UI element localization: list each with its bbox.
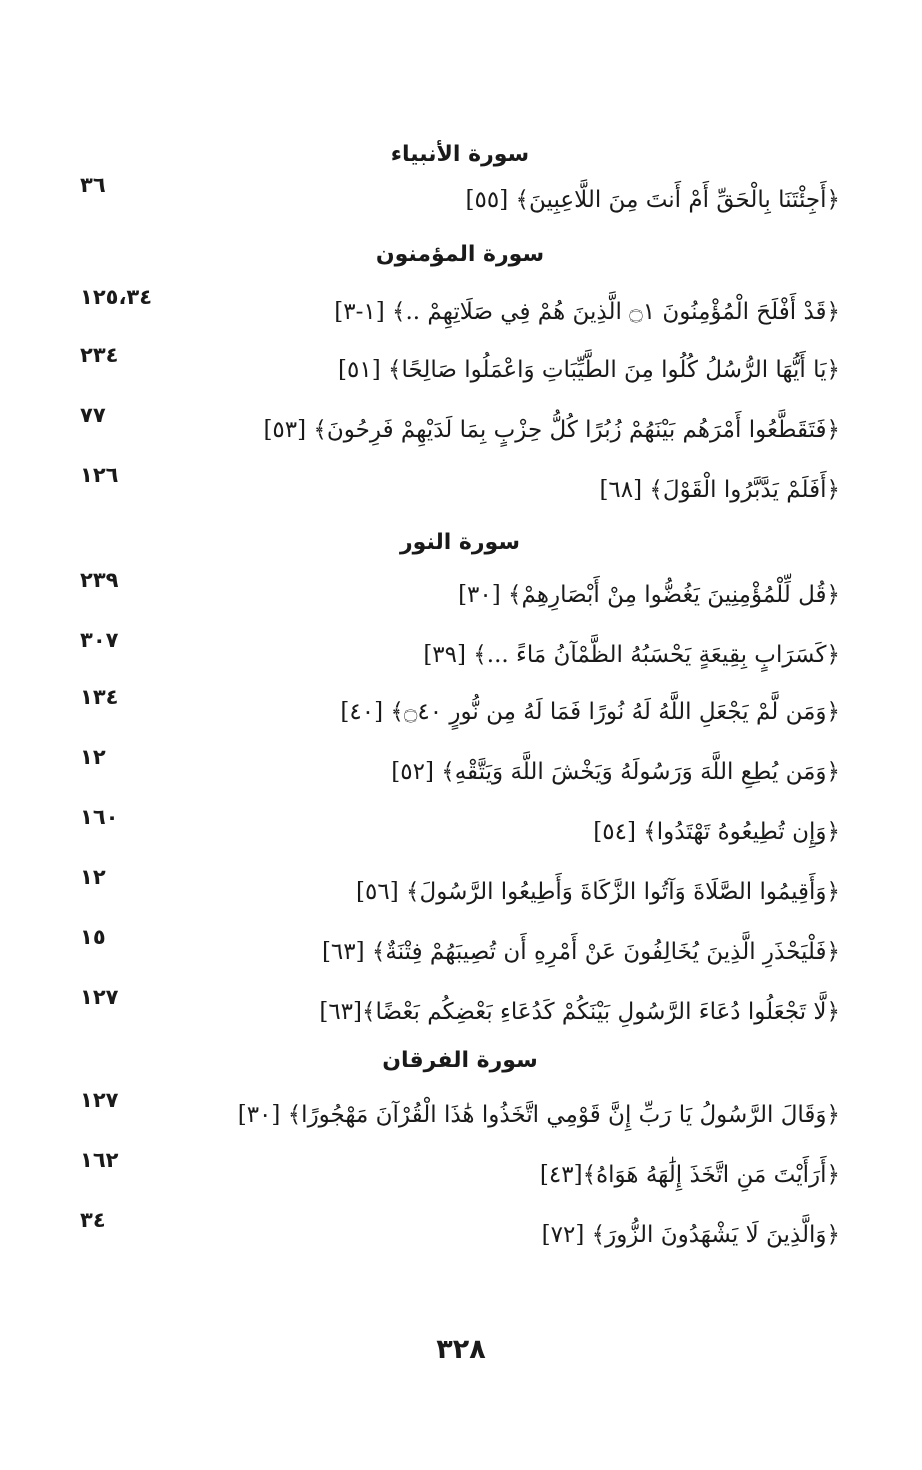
index-entry [60, 865, 840, 912]
index-entry [60, 805, 840, 852]
index-entry [60, 985, 840, 1032]
page-references: ٣٦ [80, 173, 106, 197]
page-references: ٢٣٤ [80, 343, 119, 367]
verse-citation: ﴿وَإِن تُطِيعُوهُ تَهْتَدُوا﴾ [٥٤] [593, 819, 840, 845]
index-entry [60, 685, 840, 732]
section-heading-anbiya: سورة الأنبياء [390, 142, 530, 167]
page-number: ٣٢٨ [436, 1334, 486, 1365]
page-references: ١٢٦ [80, 463, 119, 487]
index-entry [60, 463, 840, 510]
page-references: ١٦٠ [80, 805, 119, 829]
page-references: ٧٧ [80, 403, 106, 427]
page-references: ٢٣٩ [80, 568, 119, 592]
page-references: ١٢ [80, 745, 106, 769]
page-references: ٣٤ [80, 1208, 106, 1232]
verse-citation: ﴿وَقَالَ الرَّسُولُ يَا رَبِّ إِنَّ قَوْمِي اتَّخَذُوا هَٰذَا الْقُرْآنَ مَهْجُورًا﴾ [٣٠] [237, 1102, 840, 1128]
index-entry [60, 285, 840, 332]
verse-citation: ﴿يَا أَيُّهَا الرُّسُلُ كُلُوا مِنَ الطَّيِّبَاتِ وَاعْمَلُوا صَالِحًا﴾ [٥١] [338, 357, 840, 383]
verse-citation: ﴿لَّا تَجْعَلُوا دُعَاءَ الرَّسُولِ بَيْنَكُمْ كَدُعَاءِ بَعْضِكُم بَعْضًا﴾[٦٣] [319, 999, 840, 1025]
index-entry [60, 343, 840, 390]
page-references: ١٦٢ [80, 1148, 119, 1172]
verse-citation: ﴿أَرَأَيْتَ مَنِ اتَّخَذَ إِلَٰهَهُ هَوَاهُ﴾[٤٣] [539, 1162, 840, 1188]
verse-citation: ﴿كَسَرَابٍ بِقِيعَةٍ يَحْسَبُهُ الظَّمْآنُ مَاءً ...﴾ [٣٩] [423, 642, 840, 668]
index-entry [60, 1088, 840, 1135]
section-heading-nur: سورة النور [400, 530, 520, 555]
index-entry [60, 173, 840, 220]
verse-citation: ﴿قَدْ أَفْلَحَ الْمُؤْمِنُونَ ۝١ الَّذِينَ هُمْ فِي صَلَاتِهِمْ ..﴾ [١-٣] [334, 299, 840, 325]
verse-citation: ﴿وَمَن يُطِعِ اللَّهَ وَرَسُولَهُ وَيَخْشَ اللَّهَ وَيَتَّقْهِ﴾ [٥٢] [391, 759, 840, 785]
section-heading-muminun: سورة المؤمنون [375, 242, 545, 267]
verse-citation: ﴿فَتَقَطَّعُوا أَمْرَهُم بَيْنَهُمْ زُبُرًا كُلُّ حِزْبٍ بِمَا لَدَيْهِمْ فَرِحُونَ﴾ [٥٣] [263, 417, 840, 443]
index-entry [60, 403, 840, 450]
verse-citation: ﴿وَالَّذِينَ لَا يَشْهَدُونَ الزُّورَ﴾ [٧٢] [541, 1222, 840, 1248]
page-references: ١٢٥،٣٤ [80, 285, 153, 309]
page-references: ١٣٤ [80, 685, 119, 709]
index-entry [60, 1148, 840, 1195]
verse-citation: ﴿فَلْيَحْذَرِ الَّذِينَ يُخَالِفُونَ عَنْ أَمْرِهِ أَن تُصِيبَهُمْ فِتْنَةٌ﴾ [٦٣] [321, 939, 840, 965]
page-references: ١٥ [80, 925, 106, 949]
verse-citation: ﴿أَجِئْتَنَا بِالْحَقِّ أَمْ أَنتَ مِنَ اللَّاعِبِينَ﴾ [٥٥] [465, 187, 840, 213]
index-entry [60, 568, 840, 615]
index-entry [60, 745, 840, 792]
page-references: ١٢٧ [80, 985, 119, 1009]
verse-citation: ﴿قُل لِّلْمُؤْمِنِينَ يَغُضُّوا مِنْ أَبْصَارِهِمْ﴾ [٣٠] [458, 582, 840, 608]
index-entry [60, 628, 840, 675]
index-entry [60, 1208, 840, 1255]
verse-citation: ﴿وَمَن لَّمْ يَجْعَلِ اللَّهُ لَهُ نُورًا فَمَا لَهُ مِن نُّورٍ ۝٤٠﴾ [٤٠] [340, 699, 840, 725]
page-references: ١٢ [80, 865, 106, 889]
section-heading-furqan: سورة الفرقان [382, 1048, 538, 1073]
page-references: ٣٠٧ [80, 628, 119, 652]
verse-citation: ﴿وَأَقِيمُوا الصَّلَاةَ وَآتُوا الزَّكَاةَ وَأَطِيعُوا الرَّسُولَ﴾ [٥٦] [356, 879, 840, 905]
page-references: ١٢٧ [80, 1088, 119, 1112]
index-entry [60, 925, 840, 972]
verse-citation: ﴿أَفَلَمْ يَدَّبَّرُوا الْقَوْلَ﴾ [٦٨] [599, 477, 840, 503]
